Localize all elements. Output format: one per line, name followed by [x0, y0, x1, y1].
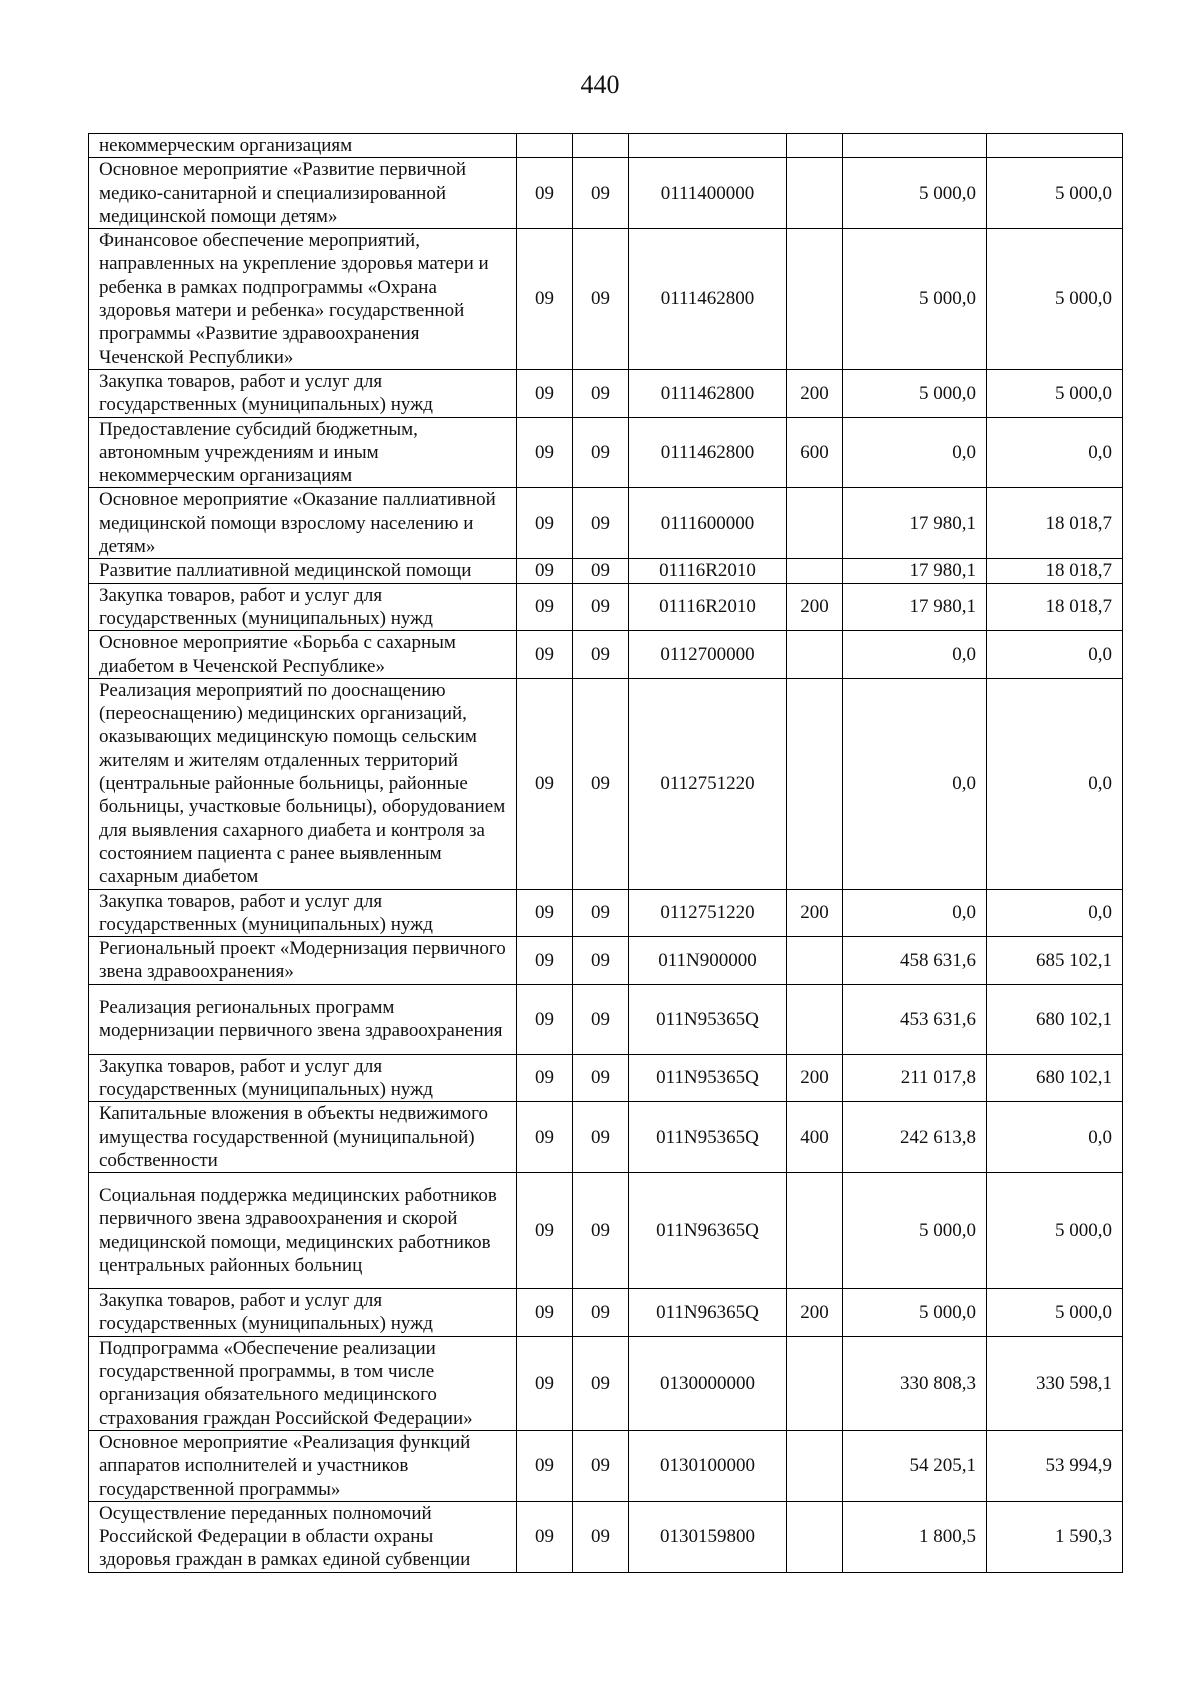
- table-row: [89, 559, 1123, 583]
- table-row: [89, 417, 1123, 488]
- expense-type-code-cell: [787, 488, 843, 559]
- expense-type-code-cell: [787, 937, 843, 985]
- subsection-code-cell: 09: [573, 1054, 629, 1102]
- amount-year-1-cell: 1 800,5: [843, 1501, 987, 1572]
- subsection-code-cell: 09: [573, 559, 629, 583]
- expense-type-code-cell: [787, 559, 843, 583]
- amount-year-2-cell: 685 102,1: [987, 937, 1123, 985]
- table-row: [89, 1430, 1123, 1501]
- expense-type-code-cell: [787, 134, 843, 158]
- section-code-cell: 09: [517, 559, 573, 583]
- subsection-code-cell: 09: [573, 1102, 629, 1173]
- expense-type-code-cell: [787, 1501, 843, 1572]
- expense-type-code-cell: [787, 229, 843, 370]
- target-article-code-cell: 011N95365Q: [629, 1102, 787, 1173]
- section-code-cell: 09: [517, 229, 573, 370]
- target-article-code-cell: 0111600000: [629, 488, 787, 559]
- section-code-cell: 09: [517, 1102, 573, 1173]
- budget-table-body: [89, 134, 1123, 1573]
- section-code-cell: 09: [517, 678, 573, 889]
- subsection-code-cell: 09: [573, 1173, 629, 1289]
- amount-year-1-cell: 5 000,0: [843, 369, 987, 417]
- item-name-cell: Капитальные вложения в объекты недвижимого имущества государственной (муниципальной) собственности: [89, 1102, 517, 1173]
- expense-type-code-cell: 200: [787, 1054, 843, 1102]
- subsection-code-cell: 09: [573, 229, 629, 370]
- section-code-cell: 09: [517, 631, 573, 679]
- table-row: [89, 889, 1123, 937]
- target-article-code-cell: 01116R2010: [629, 583, 787, 631]
- page-number: 440: [580, 70, 620, 99]
- table-row: [89, 583, 1123, 631]
- section-code-cell: 09: [517, 1173, 573, 1289]
- amount-year-2-cell: 5 000,0: [987, 229, 1123, 370]
- expense-type-code-cell: [787, 984, 843, 1054]
- expense-type-code-cell: 200: [787, 583, 843, 631]
- subsection-code-cell: 09: [573, 417, 629, 488]
- item-name-cell: Закупка товаров, работ и услуг для государственных (муниципальных) нужд: [89, 1289, 517, 1337]
- amount-year-2-cell: 680 102,1: [987, 1054, 1123, 1102]
- section-code-cell: 09: [517, 583, 573, 631]
- target-article-code-cell: 0111400000: [629, 158, 787, 229]
- subsection-code-cell: 09: [573, 1501, 629, 1572]
- section-code-cell: [517, 134, 573, 158]
- target-article-code-cell: 0130100000: [629, 1430, 787, 1501]
- target-article-code-cell: 011N96365Q: [629, 1173, 787, 1289]
- amount-year-2-cell: 5 000,0: [987, 1173, 1123, 1289]
- target-article-code-cell: 0112700000: [629, 631, 787, 679]
- amount-year-2-cell: 5 000,0: [987, 1289, 1123, 1337]
- target-article-code-cell: 0111462800: [629, 229, 787, 370]
- amount-year-1-cell: 330 808,3: [843, 1336, 987, 1430]
- table-row: [89, 937, 1123, 985]
- expense-type-code-cell: [787, 1430, 843, 1501]
- subsection-code-cell: 09: [573, 1430, 629, 1501]
- amount-year-2-cell: 1 590,3: [987, 1501, 1123, 1572]
- item-name-cell: Закупка товаров, работ и услуг для государственных (муниципальных) нужд: [89, 369, 517, 417]
- amount-year-1-cell: 17 980,1: [843, 559, 987, 583]
- table-row: [89, 369, 1123, 417]
- item-name-cell: Финансовое обеспечение мероприятий, направленных на укрепление здоровья матери и ребенка в рамках подпрограммы «Охрана здоровья матери и ребенка» государственной программы «Развитие здравоохранения Чеченской Республики»: [89, 229, 517, 370]
- target-article-code-cell: 0111462800: [629, 369, 787, 417]
- target-article-code-cell: 0112751220: [629, 678, 787, 889]
- section-code-cell: 09: [517, 158, 573, 229]
- section-code-cell: 09: [517, 1336, 573, 1430]
- expense-type-code-cell: 600: [787, 417, 843, 488]
- item-name-cell: Предоставление субсидий бюджетным, автономным учреждениям и иным некоммерческим организациям: [89, 417, 517, 488]
- amount-year-1-cell: 211 017,8: [843, 1054, 987, 1102]
- amount-year-2-cell: 18 018,7: [987, 488, 1123, 559]
- item-name-cell: Основное мероприятие «Развитие первичной медико-санитарной и специализированной медицинской помощи детям»: [89, 158, 517, 229]
- table-row: [89, 984, 1123, 1054]
- subsection-code-cell: 09: [573, 631, 629, 679]
- target-article-code-cell: 0130159800: [629, 1501, 787, 1572]
- target-article-code-cell: 011N95365Q: [629, 1054, 787, 1102]
- target-article-code-cell: [629, 134, 787, 158]
- amount-year-1-cell: 5 000,0: [843, 1289, 987, 1337]
- table-row: [89, 1173, 1123, 1289]
- expense-type-code-cell: 200: [787, 369, 843, 417]
- amount-year-1-cell: 5 000,0: [843, 1173, 987, 1289]
- item-name-cell: Подпрограмма «Обеспечение реализации государственной программы, в том числе организация обязательного медицинского страхования граждан Российской Федерации»: [89, 1336, 517, 1430]
- target-article-code-cell: 0130000000: [629, 1336, 787, 1430]
- item-name-cell: Реализация мероприятий по дооснащению (переоснащению) медицинских организаций, оказывающих медицинскую помощь сельским жителям и жителям отдаленных территорий (центральные районные больницы, районные больницы, участковые больницы), оборудованием для выявления сахарного диабета и контроля за состоянием пациента с ранее выявленным сахарным диабетом: [89, 678, 517, 889]
- subsection-code-cell: 09: [573, 889, 629, 937]
- section-code-cell: 09: [517, 937, 573, 985]
- expense-type-code-cell: [787, 631, 843, 679]
- table-row: [89, 134, 1123, 158]
- target-article-code-cell: 0112751220: [629, 889, 787, 937]
- item-name-cell: Реализация региональных программ модернизации первичного звена здравоохранения: [89, 984, 517, 1054]
- amount-year-2-cell: 5 000,0: [987, 369, 1123, 417]
- table-row: [89, 1289, 1123, 1337]
- expense-type-code-cell: [787, 158, 843, 229]
- target-article-code-cell: 01116R2010: [629, 559, 787, 583]
- section-code-cell: 09: [517, 1501, 573, 1572]
- table-row: [89, 631, 1123, 679]
- item-name-cell: некоммерческим организациям: [89, 134, 517, 158]
- item-name-cell: Закупка товаров, работ и услуг для государственных (муниципальных) нужд: [89, 583, 517, 631]
- item-name-cell: Осуществление переданных полномочий Российской Федерации в области охраны здоровья граждан в рамках единой субвенции: [89, 1501, 517, 1572]
- amount-year-2-cell: 18 018,7: [987, 559, 1123, 583]
- table-row: [89, 678, 1123, 889]
- amount-year-1-cell: [843, 134, 987, 158]
- amount-year-2-cell: 0,0: [987, 1102, 1123, 1173]
- amount-year-1-cell: 0,0: [843, 417, 987, 488]
- amount-year-1-cell: 0,0: [843, 889, 987, 937]
- subsection-code-cell: 09: [573, 158, 629, 229]
- budget-table: [88, 133, 1123, 1573]
- item-name-cell: Закупка товаров, работ и услуг для государственных (муниципальных) нужд: [89, 1054, 517, 1102]
- expense-type-code-cell: [787, 678, 843, 889]
- target-article-code-cell: 011N95365Q: [629, 984, 787, 1054]
- amount-year-2-cell: 0,0: [987, 678, 1123, 889]
- target-article-code-cell: 011N900000: [629, 937, 787, 985]
- item-name-cell: Основное мероприятие «Борьба с сахарным диабетом в Чеченской Республике»: [89, 631, 517, 679]
- section-code-cell: 09: [517, 1430, 573, 1501]
- amount-year-1-cell: 0,0: [843, 678, 987, 889]
- section-code-cell: 09: [517, 1054, 573, 1102]
- subsection-code-cell: 09: [573, 1336, 629, 1430]
- amount-year-2-cell: 330 598,1: [987, 1336, 1123, 1430]
- section-code-cell: 09: [517, 889, 573, 937]
- subsection-code-cell: 09: [573, 1289, 629, 1337]
- amount-year-2-cell: 18 018,7: [987, 583, 1123, 631]
- table-row: [89, 158, 1123, 229]
- item-name-cell: Социальная поддержка медицинских работников первичного звена здравоохранения и скорой медицинской помощи, медицинских работников центральных районных больниц: [89, 1173, 517, 1289]
- amount-year-1-cell: 17 980,1: [843, 488, 987, 559]
- section-code-cell: 09: [517, 1289, 573, 1337]
- amount-year-1-cell: 17 980,1: [843, 583, 987, 631]
- expense-type-code-cell: [787, 1336, 843, 1430]
- amount-year-1-cell: 453 631,6: [843, 984, 987, 1054]
- amount-year-1-cell: 242 613,8: [843, 1102, 987, 1173]
- item-name-cell: Основное мероприятие «Реализация функций аппаратов исполнителей и участников государственной программы»: [89, 1430, 517, 1501]
- subsection-code-cell: 09: [573, 937, 629, 985]
- section-code-cell: 09: [517, 369, 573, 417]
- expense-type-code-cell: 200: [787, 1289, 843, 1337]
- table-row: [89, 1501, 1123, 1572]
- target-article-code-cell: 011N96365Q: [629, 1289, 787, 1337]
- section-code-cell: 09: [517, 417, 573, 488]
- amount-year-1-cell: 458 631,6: [843, 937, 987, 985]
- item-name-cell: Развитие паллиативной медицинской помощи: [89, 559, 517, 583]
- amount-year-2-cell: 0,0: [987, 417, 1123, 488]
- subsection-code-cell: 09: [573, 488, 629, 559]
- item-name-cell: Региональный проект «Модернизация первичного звена здравоохранения»: [89, 937, 517, 985]
- subsection-code-cell: 09: [573, 369, 629, 417]
- amount-year-1-cell: 0,0: [843, 631, 987, 679]
- amount-year-2-cell: 0,0: [987, 889, 1123, 937]
- section-code-cell: 09: [517, 984, 573, 1054]
- subsection-code-cell: [573, 134, 629, 158]
- table-row: [89, 229, 1123, 370]
- subsection-code-cell: 09: [573, 984, 629, 1054]
- amount-year-2-cell: 5 000,0: [987, 158, 1123, 229]
- target-article-code-cell: 0111462800: [629, 417, 787, 488]
- amount-year-1-cell: 5 000,0: [843, 158, 987, 229]
- amount-year-1-cell: 5 000,0: [843, 229, 987, 370]
- amount-year-2-cell: 680 102,1: [987, 984, 1123, 1054]
- subsection-code-cell: 09: [573, 583, 629, 631]
- item-name-cell: Основное мероприятие «Оказание паллиативной медицинской помощи взрослому населению и детям»: [89, 488, 517, 559]
- section-code-cell: 09: [517, 488, 573, 559]
- amount-year-1-cell: 54 205,1: [843, 1430, 987, 1501]
- expense-type-code-cell: 200: [787, 889, 843, 937]
- expense-type-code-cell: 400: [787, 1102, 843, 1173]
- item-name-cell: Закупка товаров, работ и услуг для государственных (муниципальных) нужд: [89, 889, 517, 937]
- amount-year-2-cell: 53 994,9: [987, 1430, 1123, 1501]
- subsection-code-cell: 09: [573, 678, 629, 889]
- amount-year-2-cell: [987, 134, 1123, 158]
- table-row: [89, 1054, 1123, 1102]
- table-row: [89, 1336, 1123, 1430]
- expense-type-code-cell: [787, 1173, 843, 1289]
- amount-year-2-cell: 0,0: [987, 631, 1123, 679]
- table-row: [89, 488, 1123, 559]
- table-row: [89, 1102, 1123, 1173]
